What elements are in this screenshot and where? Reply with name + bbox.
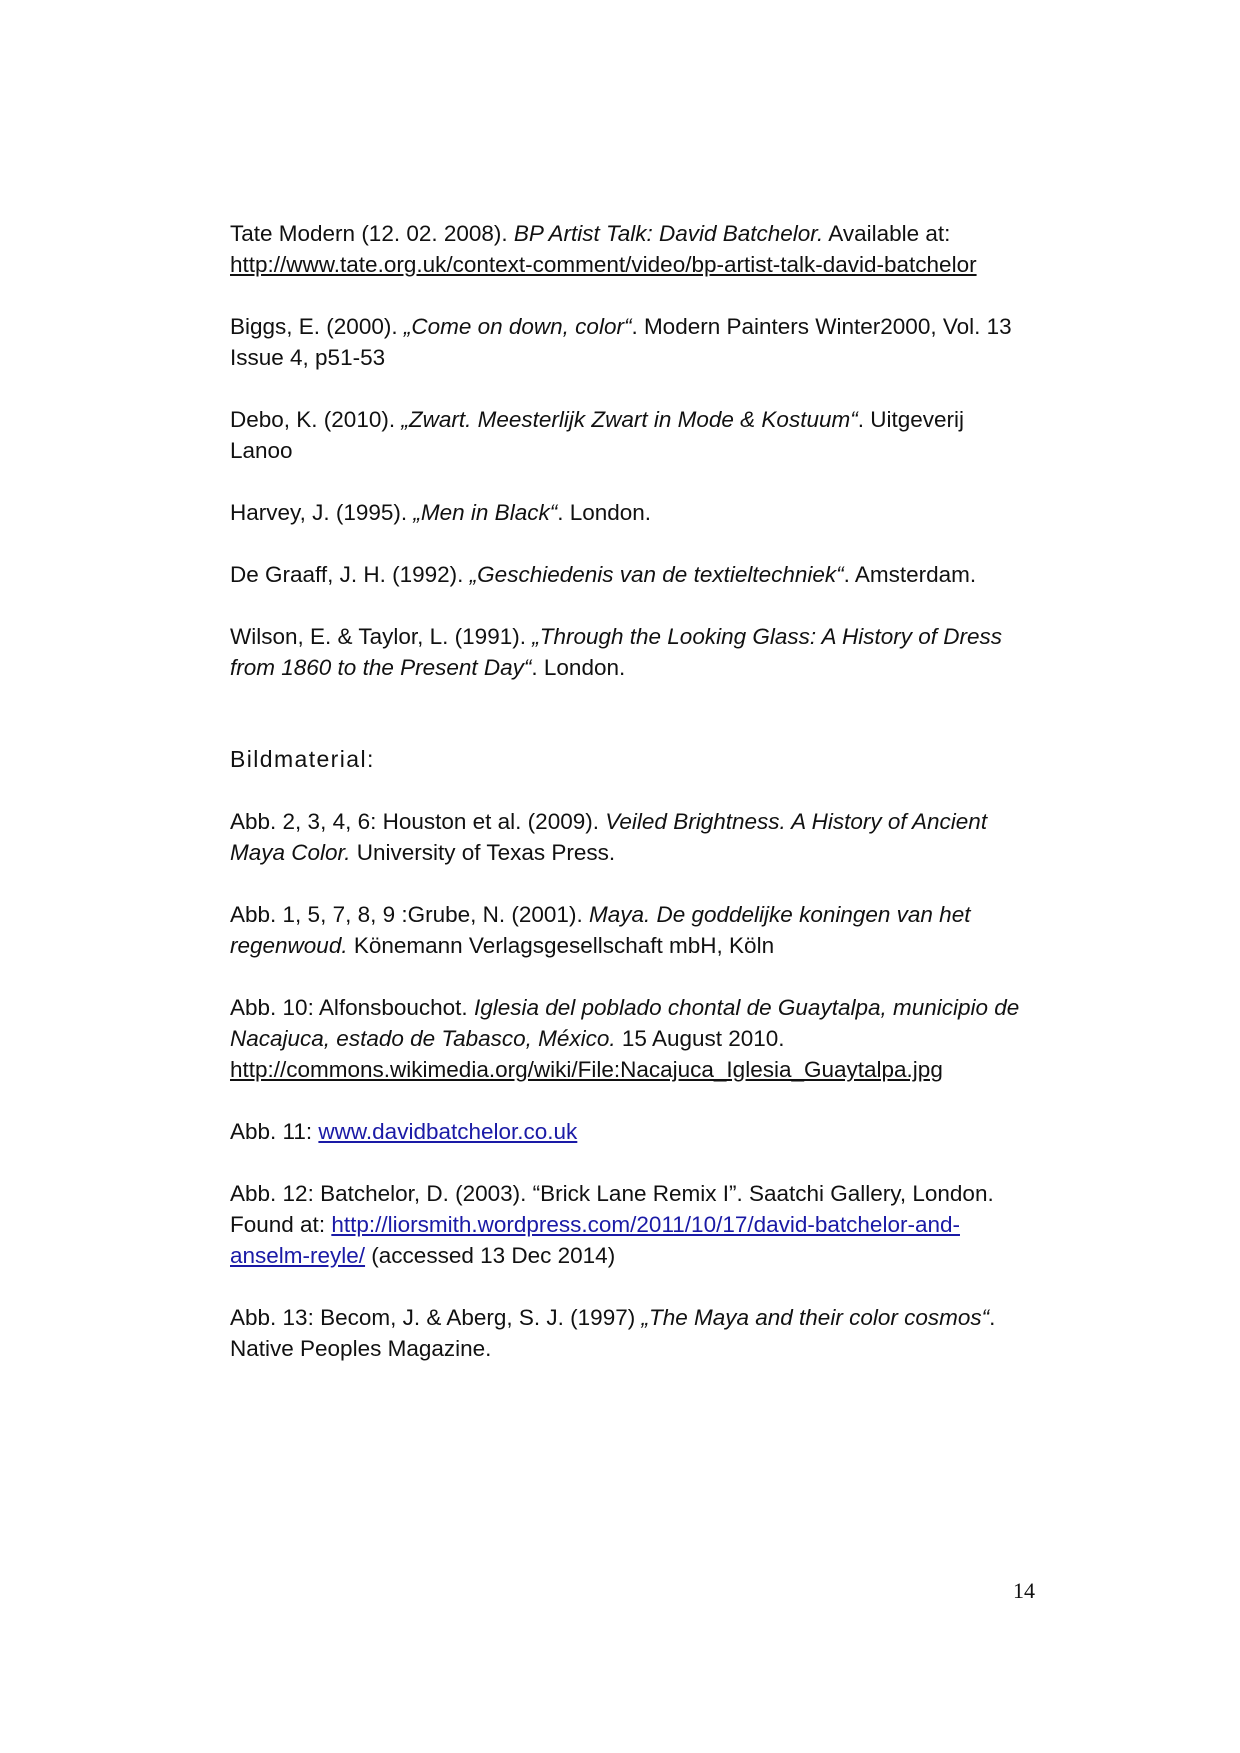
credit-title: Iglesia del poblado chontal de Guaytalpa, municipio de Nacajuca, estado de Tabasco, México. [230, 995, 1020, 1051]
credit-prefix: Abb. 11: [230, 1119, 319, 1144]
bibliography-content [230, 218, 1030, 1395]
reference-author-date: Debo, K. (2010). [230, 407, 402, 432]
credit-prefix: Abb. 13: Becom, J. & Aberg, S. J. (1997) [230, 1305, 642, 1330]
credit-source: Könemann Verlagsgesellschaft mbH, Köln [347, 933, 775, 958]
reference-title: „Geschiedenis van de textieltechniek“ [469, 562, 844, 587]
reference-author-date: Harvey, J. (1995). [230, 500, 414, 525]
image-credit-abb-11 [230, 1116, 1030, 1147]
reference-source: . Amsterdam. [843, 562, 977, 587]
reference-title: „Men in Black“ [413, 500, 558, 525]
credit-prefix: Abb. 2, 3, 4, 6: Houston et al. (2009). [230, 809, 606, 834]
image-credit-abb-2-3-4-6 [230, 806, 1030, 868]
reference-title: „Through the Looking Glass: A History of Dress from 1860 to the Present Day“ [230, 624, 1002, 680]
image-credit-abb-1-5-7-8-9 [230, 899, 1030, 961]
reference-harvey [230, 497, 1030, 528]
reference-source: . Modern Painters Winter2000, Vol. 13 Issue 4, p51-53 [230, 314, 1012, 370]
credit-source: University of Texas Press. [350, 840, 616, 865]
reference-source: . London. [531, 655, 626, 680]
credit-url: http://commons.wikimedia.org/wiki/File:Nacajuca_Iglesia_Guaytalpa.jpg [230, 1057, 943, 1082]
credit-prefix: Abb. 10: Alfonsbouchot. [230, 995, 474, 1020]
reference-author-date: De Graaff, J. H. (1992). [230, 562, 470, 587]
section-heading-bildmaterial: Bildmaterial: [230, 746, 375, 772]
liorsmith-link[interactable]: http://liorsmith.wordpress.com/2011/10/17/david-batchelor-and-anselm-reyle/ [230, 1212, 960, 1268]
reference-author-date: Biggs, E. (2000). [230, 314, 404, 339]
reference-wilson-taylor [230, 621, 1030, 683]
credit-prefix: Abb. 1, 5, 7, 8, 9 :Grube, N. (2001). [230, 902, 589, 927]
credit-title: „The Maya and their color cosmos“ [641, 1305, 990, 1330]
credit-access-date: (accessed 13 Dec 2014) [365, 1243, 616, 1268]
credit-title: Veiled Brightness. A History of Ancient Maya Color. [230, 809, 988, 865]
credit-title: Maya. De goddelijke koningen van het regenwoud. [230, 902, 971, 958]
reference-source: . London. [557, 500, 652, 525]
image-credit-abb-12 [230, 1178, 1030, 1271]
reference-source: Available at: [823, 221, 951, 246]
reference-biggs [230, 311, 1030, 373]
reference-de-graaff [230, 559, 1030, 590]
reference-tate-modern [230, 218, 1030, 280]
image-credit-abb-13 [230, 1302, 1030, 1364]
reference-title: BP Artist Talk: David Batchelor. [513, 221, 824, 246]
reference-author-date: Tate Modern (12. 02. 2008). [230, 221, 514, 246]
image-credit-abb-10 [230, 992, 1030, 1085]
reference-title: „Zwart. Meesterlijk Zwart in Mode & Kostuum“ [401, 407, 858, 432]
reference-url: http://www.tate.org.uk/context-comment/video/bp-artist-talk-david-batchelor [230, 252, 977, 277]
reference-author-date: Wilson, E. & Taylor, L. (1991). [230, 624, 533, 649]
credit-prefix: Abb. 12: Batchelor, D. (2003). “Brick Lane Remix I”. Saatchi Gallery, London. Found at: [230, 1181, 994, 1237]
davidbatchelor-link[interactable]: www.davidbatchelor.co.uk [318, 1119, 578, 1144]
page-number: 14 [1013, 1578, 1035, 1603]
reference-source: . Uitgeverij Lanoo [230, 407, 965, 463]
credit-source: 15 August 2010. [615, 1026, 785, 1051]
reference-debo [230, 404, 1030, 466]
reference-title: „Come on down, color“ [403, 314, 632, 339]
credit-source: . Native Peoples Magazine. [230, 1305, 996, 1361]
